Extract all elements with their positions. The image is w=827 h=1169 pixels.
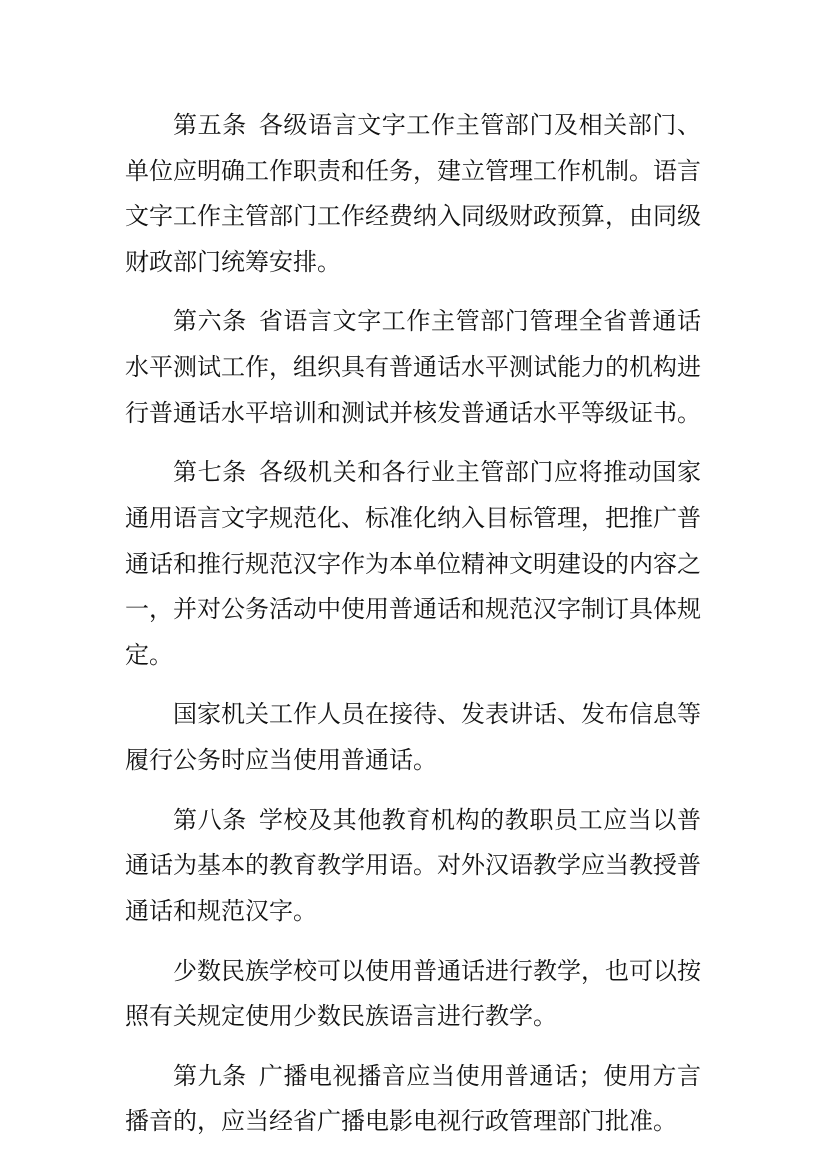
paragraph-article-7-clause-2 [125,692,701,783]
article-number: 第八条 [173,805,247,834]
paragraph-article-8-clause-2 [125,949,701,1040]
paragraph-text: 各级机关和各行业主管部门应将推动国家通用语言文字规范化、标准化纳入目标管理，把推广普通话和推行规范汉字作为本单位精神文明建设的内容之一，并对公务活动中使用普通话和规范汉字制订具体规定。 [125,458,702,669]
document-body [125,103,701,1145]
article-number: 第六条 [173,307,247,336]
paragraph-text: 国家机关工作人员在接待、发表讲话、发布信息等履行公务时应当使用普通话。 [125,700,701,774]
article-number: 第七条 [173,458,247,487]
paragraph-article-7 [125,450,701,678]
paragraph-article-9 [125,1054,701,1145]
paragraph-text: 学校及其他教育机构的教职员工应当以普通话为基本的教育教学用语。对外汉语教学应当教授普通话和规范汉字。 [125,805,702,925]
paragraph-text: 各级语言文字工作主管部门及相关部门、单位应明确工作职责和任务，建立管理工作机制。语言文字工作主管部门工作经费纳入同级财政预算，由同级财政部门统筹安排。 [125,111,702,276]
paragraph-article-8 [125,798,701,935]
paragraph-text: 少数民族学校可以使用普通话进行教学，也可以按照有关规定使用少数民族语言进行教学。 [125,956,701,1031]
paragraph-text: 省语言文字工作主管部门管理全省普通话水平测试工作，组织具有普通话水平测试能力的机构进行普通话水平培训和测试并核发普通话水平等级证书。 [125,307,702,427]
article-number: 第五条 [173,111,247,139]
paragraph-article-6 [125,299,701,436]
paragraph-article-5 [125,103,701,285]
paragraph-text: 广播电视播音应当使用普通话；使用方言播音的，应当经省广播电影电视行政管理部门批准。 [125,1061,702,1136]
article-number: 第九条 [173,1061,247,1090]
